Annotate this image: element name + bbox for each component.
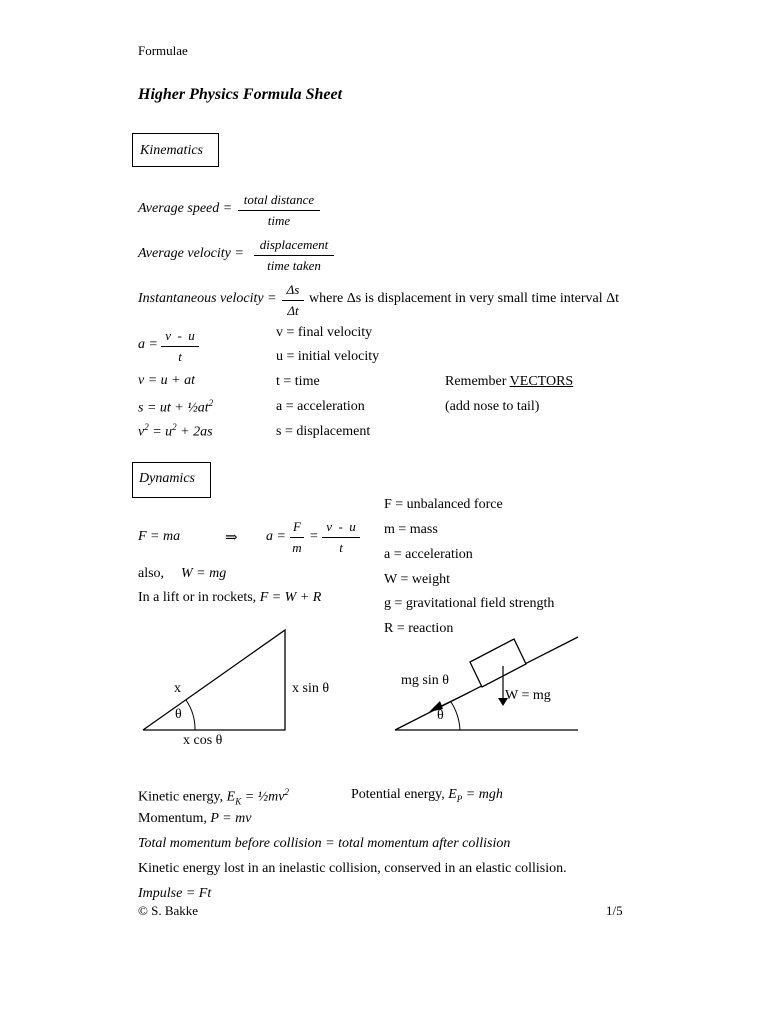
vu-numerator: v - u (322, 519, 360, 538)
kinetic-energy-line (138, 787, 289, 806)
def-f-unbalanced: F = unbalanced force (384, 497, 503, 512)
pe-subscript: P (456, 793, 463, 804)
m-denominator: m (292, 540, 302, 555)
eq-v-u-at: v = u + at (138, 373, 195, 388)
triangle-adj-label: x cos θ (183, 733, 223, 748)
footer-copyright: © S. Bakke (138, 903, 199, 918)
t-denominator: t (339, 540, 343, 555)
impulse-equation: Impulse = Ft (138, 886, 212, 901)
also-label: also, (138, 566, 165, 581)
page-header: Formulae (138, 43, 188, 58)
pe-prefix: Potential energy, (351, 787, 449, 802)
page-title: Higher Physics Formula Sheet (138, 86, 343, 103)
eq-v2-u: = u (148, 424, 173, 440)
triangle-diagram (143, 630, 285, 730)
eq-v2-v: v (138, 424, 145, 440)
ke-rhs: = ½mv (241, 789, 285, 805)
pe-symbol: E (448, 787, 457, 802)
remember-prefix: Remember (445, 374, 510, 389)
def-u-initial: u = initial velocity (276, 349, 380, 364)
momentum-equation: P = mv (210, 811, 252, 826)
lift-prefix: In a lift or in rockets, (138, 590, 260, 605)
incline-force-label: mg sin θ (401, 673, 449, 688)
momentum-prefix: Momentum, (138, 811, 211, 826)
dynamics-heading: Dynamics (139, 471, 195, 486)
avg-velocity-lhs: Average velocity = (138, 246, 244, 261)
avg-velocity-numerator: displacement (254, 237, 334, 256)
eq-s-ut-sup: 2 (208, 398, 214, 408)
momentum-line (138, 811, 251, 827)
remember-word: VECTORS (509, 374, 574, 389)
kinetic-energy-lost: Kinetic energy lost in an inelastic collision, conserved in an elastic collision. (138, 861, 567, 876)
inst-velocity-denominator: Δt (287, 303, 299, 318)
accel-denominator: t (178, 349, 182, 364)
pe-rhs: = mgh (462, 787, 503, 802)
triangle-angle-arc (186, 700, 195, 730)
momentum-conservation: Total momentum before collision = total momentum after collision (138, 836, 511, 851)
accel-numerator: v - u (161, 328, 199, 347)
eq-equals: = (310, 529, 318, 544)
incline-block (470, 639, 526, 687)
implies-arrow-icon: ⇒ (225, 530, 238, 546)
incline-weight-label: W = mg (505, 688, 551, 703)
eq-v2-sup-u: 2 (172, 422, 177, 432)
def-g-field: g = gravitational field strength (384, 596, 555, 611)
triangle-shape (143, 630, 285, 730)
eq-s-ut-text: s = ut + ½at (138, 400, 209, 416)
remember-note: (add nose to tail) (445, 399, 540, 414)
def-t-time: t = time (276, 374, 320, 389)
def-a-accel: a = acceleration (276, 399, 365, 414)
inst-velocity-note: where Δs is displacement in very small time interval Δt (309, 291, 619, 306)
incline-angle-label: θ (437, 708, 444, 723)
eq-v2-rest: + 2as (176, 424, 213, 440)
eq-f-ma: F = ma (138, 529, 181, 544)
eq-w-mg: W = mg (181, 566, 227, 581)
def-v-final: v = final velocity (276, 325, 373, 340)
potential-energy-line (351, 787, 503, 804)
def-a-acceleration: a = acceleration (384, 547, 473, 562)
def-w-weight: W = weight (384, 572, 450, 587)
ke-sup: 2 (284, 787, 289, 797)
eq-a-lhs: a = (266, 529, 286, 544)
footer-page-number: 1/5 (606, 903, 623, 918)
kinematics-heading: Kinematics (140, 143, 203, 158)
inst-velocity-numerator: Δs (282, 282, 304, 301)
ke-prefix: Kinetic energy, (138, 789, 227, 805)
lift-equation: F = W + R (259, 590, 322, 605)
def-r-reaction: R = reaction (384, 621, 454, 636)
accel-lhs: a = (138, 337, 158, 352)
ke-subscript: K (235, 796, 242, 807)
triangle-hyp-label: x (174, 681, 181, 696)
ke-symbol: E (226, 789, 236, 805)
inst-velocity-lhs: Instantaneous velocity = (138, 291, 277, 306)
def-m-mass: m = mass (384, 522, 438, 537)
triangle-angle-label: θ (175, 707, 182, 722)
triangle-opp-label: x sin θ (292, 681, 330, 696)
def-s-disp: s = displacement (276, 424, 371, 439)
incline-angle-arc (451, 702, 460, 730)
avg-velocity-denominator: time taken (267, 258, 321, 273)
f-numerator: F (290, 519, 304, 538)
avg-speed-numerator: total distance (238, 192, 320, 211)
avg-speed-denominator: time (267, 213, 291, 228)
eq-v2-sup-v: 2 (144, 422, 149, 432)
avg-speed-lhs: Average speed = (138, 201, 233, 216)
